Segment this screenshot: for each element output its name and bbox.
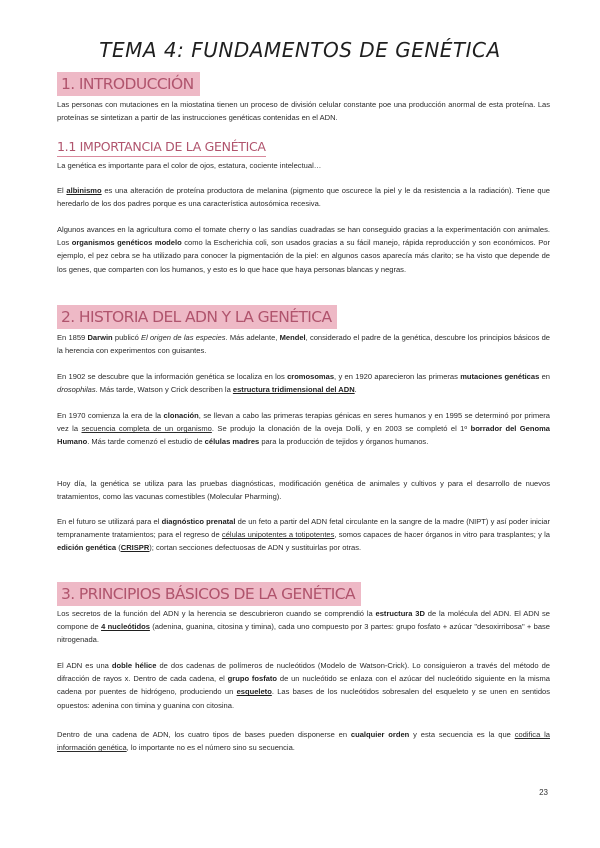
paragraph-historia-1: En 1859 Darwin publicó El origen de las especies. Más adelante, Mendel, considerado el padre de la genética, descubre los principios básicos de la herencia con experimentos con guisantes. <box>57 333 551 356</box>
paragraph-intro-1: Las personas con mutaciones en la miostatina tienen un proceso de división celular constante poe una producción anormal de esta proteína. Las proteínas se sintetizan a partir de las instrucciones genéticas contenidas en el ADN. <box>57 100 550 123</box>
page-number: 23 <box>539 788 548 797</box>
paragraph-importancia-3: Algunos avances en la agricultura como el tomate cherry o las sandías cuadradas se han conseguido gracias a la experimentación con animales. Los organismos genéticos modelo como la Escherichia coli, son usados gracias a su fácil manejo, rápida reproducción y son económicos. Por ejemplo, el pez cebra se ha utilizado para conocer la pigmentación de la piel: en algunos casos aparecía más clarito; se ha visto que depende de los genes, que comparten con los humanos, y esto es lo que hace que haya personas blancas y negras. <box>57 225 550 274</box>
section-heading-introduccion: 1. INTRODUCCIÓN <box>57 72 200 96</box>
paragraph-principios-1: Los secretos de la función del ADN y la herencia se descubrieron cuando se comprendió la estructura 3D de la molécula del ADN. El ADN se compone de 4 nucleótidos (adenina, guanina, citosina y timina), cada uno compuesto por 3 partes: grupo fosfato + azúcar "desoxirribosa" + base nitrogenada. <box>57 609 550 645</box>
paragraph-historia-3: En 1970 comienza la era de la clonación, se llevan a cabo las primeras terapias génicas en seres humanos y en 1995 se determinó por primera vez la secuencia completa de un organismo. Se produjo la clonación de la oveja Dolli, y en 2003 se completó el 1º borrador del Genoma Humano. Más tarde comenzó el estudio de células madres para la producción de tejidos y órganos humanos. <box>57 411 551 447</box>
paragraph-principios-2: El ADN es una doble hélice de dos cadenas de polímeros de nucleótidos (Modelo de Watson-Crick). Lo consiguieron a través del método de difracción de rayos x. Dentro de cada cadena, el grupo fosfato de un nucleótido se enlaza con el azúcar del nucleótido siguiente en la misma cadena por puentes de hidrógeno, produciendo un esqueleto. Las bases de los nucleótidos sobresalen del esqueleto y se unen en sentidos opuestos: adenina con timina y guanina con citosina. <box>57 661 550 710</box>
paragraph-historia-2: En 1902 se descubre que la información genética se localiza en los cromosomas, y en 1920 aparecieron las primeras mutaciones genéticas en drosophilas. Más tarde, Watson y Crick describen la estructura tridimensional del ADN. <box>57 372 550 395</box>
page-title: TEMA 4: FUNDAMENTOS DE GENÉTICA <box>99 38 501 62</box>
paragraph-historia-4: Hoy día, la genética se utiliza para las pruebas diagnósticas, modificación genética de animales y cultivos y para el desarrollo de nuevos tratamientos, como las vacunas comestibles (Molecular Pharming). <box>57 479 550 502</box>
paragraph-principios-3: Dentro de una cadena de ADN, los cuatro tipos de bases pueden disponerse en cualquier orden y esta secuencia es la que codifica la información genética, lo importante no es el número sino su secuencia. <box>57 730 550 753</box>
section-heading-principios: 3. PRINCIPIOS BÁSICOS DE LA GENÉTICA <box>57 582 361 606</box>
paragraph-historia-5: En el futuro se utilizará para el diagnóstico prenatal de un feto a partir del ADN fetal circulante en la sangre de la madre (NIPT) y así poder iniciar tempranamente tratamientos; para el regreso de células unipotentes a totipotentes, somos capaces de hacer órganos in vitro para trasplantes; y la edición genética (CRISPR); cortan secciones defectuosas de ADN y sustituirlas por otras. <box>57 517 550 553</box>
paragraph-importancia-1: La genética es importante para el color de ojos, estatura, cociente intelectual… <box>57 161 322 170</box>
subsection-heading-importancia: 1.1 IMPORTANCIA DE LA GENÉTICA <box>57 139 266 155</box>
paragraph-importancia-2: El albinismo es una alteración de proteína productora de melanina (pigmento que oscurece la piel y le da resistencia a la radiación). Tiene que heredarlo de los dos padres porque es una característica autosómica recesiva. <box>57 186 550 209</box>
section-heading-historia: 2. HISTORIA DEL ADN Y LA GENÉTICA <box>57 305 337 329</box>
